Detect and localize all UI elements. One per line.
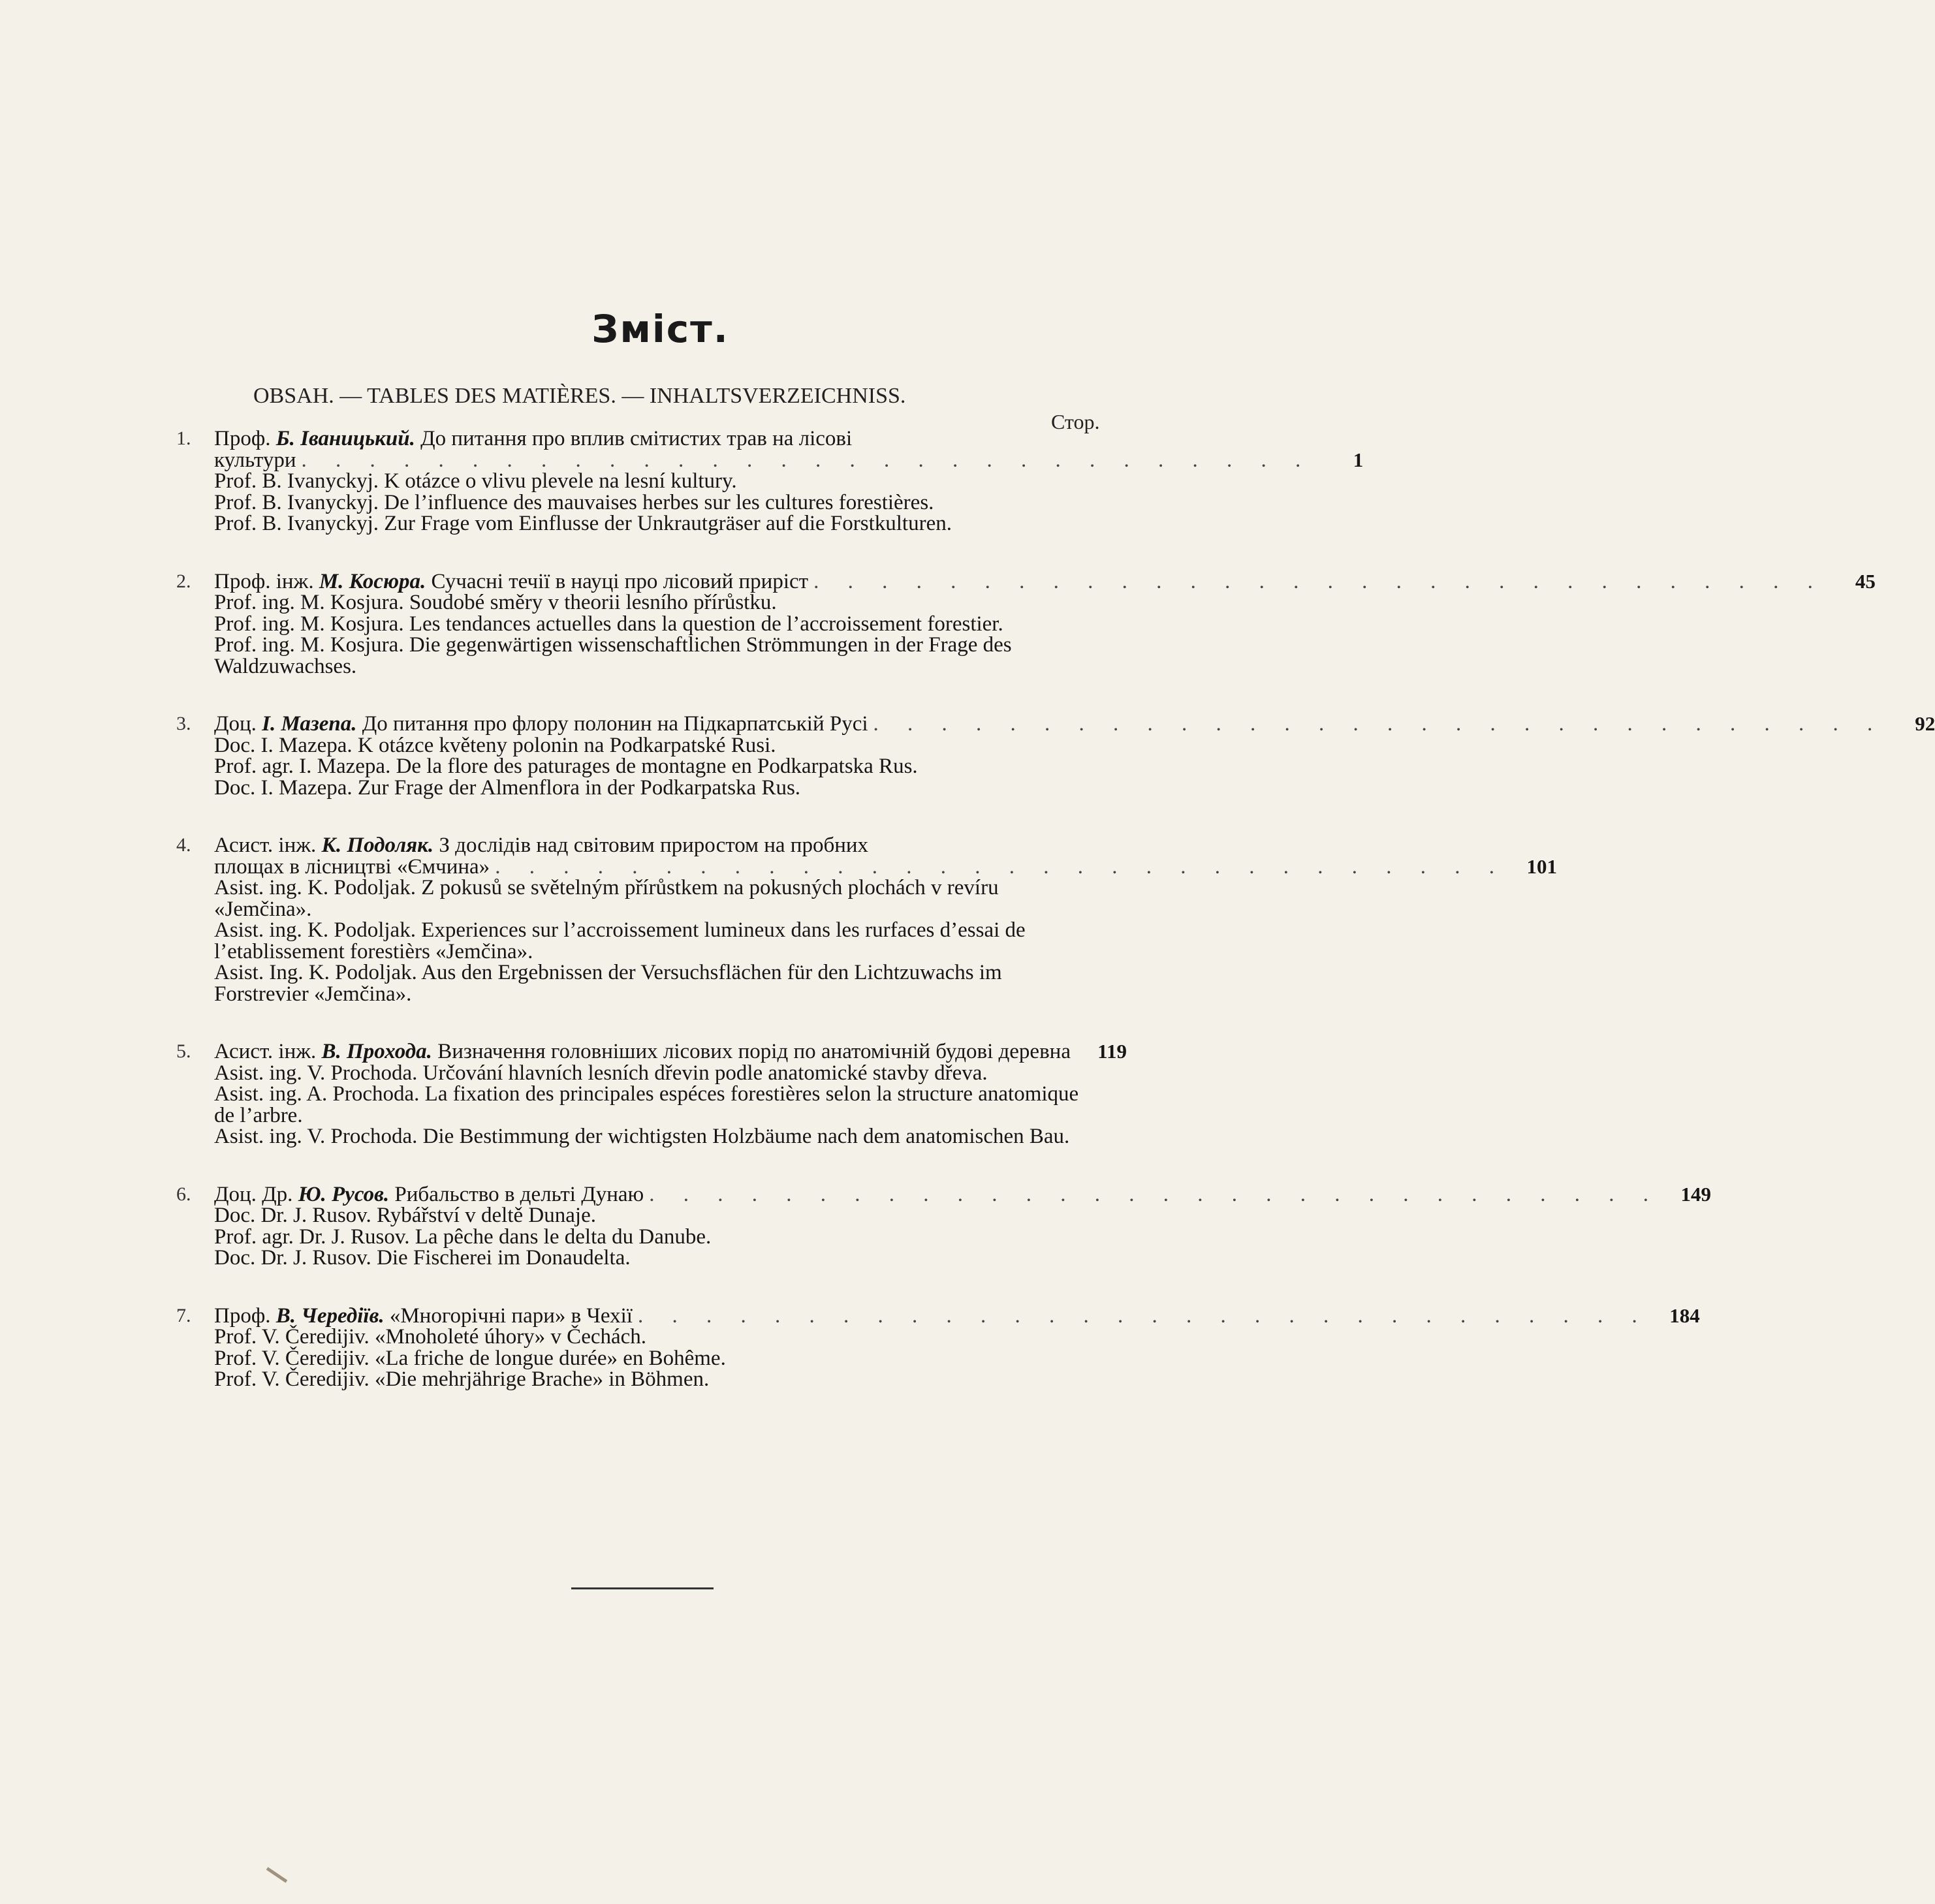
entry-author: В. Прохода.	[321, 1040, 432, 1063]
page-title: Зміст.	[591, 307, 729, 351]
toc-entry	[176, 569, 1876, 678]
entry-title-line	[214, 1182, 1711, 1206]
toc-entry	[176, 1182, 1711, 1270]
closing-rule	[571, 1587, 714, 1589]
entry-title: «Многорічні пари» в Чехії	[384, 1303, 633, 1328]
entry-title: До питання про вплив смітистих трав на лісові	[415, 427, 853, 450]
entry-title: культури	[214, 448, 296, 472]
entry-number: 5.	[176, 1040, 191, 1062]
entry-translation: Prof. V. Čeredijiv. «Die mehrjährige Brache» in Böhmen.	[214, 1367, 710, 1391]
entry-translation: Asist. ing. K. Podoljak. Z pokusů se světelným přírůstkem na pokusných plochách v revíru «Jemčina».	[214, 876, 999, 921]
leader-dots: . . . . . . . . . . . . . . . . . . . . . . . . . . . . . .	[637, 1303, 1649, 1328]
entry-title-line	[214, 712, 1935, 736]
toc-entry	[176, 712, 1935, 800]
toc-entry	[176, 1040, 1127, 1148]
entry-title-line	[214, 835, 1213, 856]
entry-translation: Prof. agr. Dr. J. Rusov. La pêche dans le delta du Danube.	[214, 1225, 712, 1249]
entry-number: 4.	[176, 834, 191, 856]
entry-number: 7.	[176, 1304, 191, 1326]
entry-author: К. Подоляк.	[321, 834, 434, 857]
entry-prefix: Проф.	[214, 427, 276, 450]
leader-dots: . . . . . . . . . . . . . . . . . . . . . . . . . . . . . .	[649, 1182, 1660, 1206]
entry-translation: Prof. B. Ivanyckyj. Zur Frage vom Einflusse der Unkrautgräser auf die Forstkulturen.	[214, 512, 952, 535]
entry-translation: Prof. agr. I. Mazepa. De la flore des paturages de montagne en Podkarpatska Rus.	[214, 755, 918, 778]
entry-title: Визначення головніших лісових порід по анатомічній будові деревна	[432, 1040, 1071, 1063]
entry-prefix: Асист. інж.	[214, 834, 322, 857]
leader-dots: . . . . . . . . . . . . . . . . . . . . . . . . . . . . . .	[813, 569, 1825, 593]
entry-title-line	[214, 1041, 1213, 1063]
page-number: 184	[1669, 1303, 1700, 1327]
entry-translation: Asist. ing. A. Prochoda. La fixation des principales espéces forestières selon la structure anatomique de l’arbre.	[214, 1082, 1079, 1127]
page-number: 149	[1680, 1182, 1711, 1206]
entry-number: 1.	[176, 428, 191, 449]
entry-prefix: Проф. інж.	[214, 569, 319, 593]
leader-dots: . . . . . . . . . . . . . . . . . . . . . . . . . . . . . .	[301, 448, 1313, 472]
entry-prefix: Асист. інж.	[214, 1040, 322, 1063]
entry-title: площах в лісництві «Ємчина»	[214, 854, 490, 879]
entry-author: І. Мазепа.	[262, 712, 357, 736]
entry-title-line	[214, 854, 1557, 879]
entry-title-line	[214, 1303, 1700, 1328]
toc-entry	[176, 427, 1364, 535]
entry-translation: Doc. Dr. J. Rusov. Die Fischerei im Donaudelta.	[214, 1246, 631, 1270]
entry-translation: Asist. Ing. K. Podoljak. Aus den Ergebnissen der Versuchsflächen für den Lichtzuwachs im Forstrevier «Jemčina».	[214, 961, 1002, 1006]
entry-author: Б. Іваницький.	[275, 427, 415, 450]
entry-title: Рибальство в дельті Дунаю	[389, 1182, 644, 1206]
page-column-header: Стор.	[1051, 410, 1100, 433]
scan-mark	[266, 1867, 288, 1882]
entry-title: З дослідів над світовим приростом на пробних	[433, 834, 869, 857]
table-of-contents	[176, 427, 1935, 1427]
entry-prefix: Доц. Др.	[214, 1182, 298, 1206]
entry-translation: Doc. I. Mazepa. Zur Frage der Almenflora in der Podkarpatska Rus.	[214, 775, 801, 800]
entry-translation: Asist. ing. K. Podoljak. Experiences sur l’accroissement lumineux dans les rurfaces d’essai de l’etablissement forestièrs «Jemčina».	[214, 918, 1026, 963]
entry-translation: Prof. V. Čeredijiv. «Mnoholeté úhory» v Čechách.	[214, 1325, 647, 1349]
entry-prefix: Доц.	[214, 712, 262, 736]
entry-title-line	[214, 428, 1213, 450]
page-number: 1	[1353, 448, 1364, 471]
entry-translation: Prof. B. Ivanyckyj. De l’influence des mauvaises herbes sur les cultures forestières.	[214, 490, 934, 514]
entry-number: 3.	[176, 713, 191, 734]
page-number: 92	[1915, 712, 1935, 735]
entry-translation: Doc. Dr. J. Rusov. Rybářství v deltě Dunaje.	[214, 1204, 596, 1227]
toc-entry	[176, 1303, 1700, 1391]
entry-translation: Prof. V. Čeredijiv. «La friche de longue durée» en Bohême.	[214, 1346, 726, 1370]
entry-translation: Asist. ing. V. Prochoda. Die Bestimmung der wichtigsten Holzbäume nach dem anatomischen Bau.	[214, 1125, 1070, 1148]
entry-translation: Asist. ing. V. Prochoda. Určování hlavních lesních dřevin podle anatomické stavby dřeva.	[214, 1061, 988, 1085]
entry-translation: Prof. ing. M. Kosjura. Soudobé směry v theorii lesního přírůstku.	[214, 591, 777, 614]
entry-author: Ю. Русов.	[298, 1182, 390, 1206]
entry-translation: Prof. ing. M. Kosjura. Les tendances actuelles dans la question de l’accroissement forestier.	[214, 612, 1003, 636]
page-number: 45	[1855, 569, 1876, 593]
leader-dots: . . . . . . . . . . . . . . . . . . . . . . . . . . . . . .	[873, 712, 1885, 736]
page-number: 101	[1526, 854, 1557, 878]
entry-translation: Prof. ing. M. Kosjura. Die gegenwärtigen wissenschaftlichen Strömmungen in der Frage des Waldzuwachses.	[214, 633, 1012, 678]
entry-title-line	[214, 448, 1364, 472]
leader-dots: . . . . . . . . . . . . . . . . . . . . . . . . . . . . . .	[495, 854, 1506, 879]
multilingual-subtitle: OBSAH. — TABLES DES MATIÈRES. — INHALTSVERZEICHNISS.	[253, 384, 906, 408]
entry-title: До питання про флору полонин на Підкарпатській Русі	[356, 712, 868, 736]
entry-number: 2.	[176, 570, 191, 592]
entry-title-line	[214, 569, 1876, 593]
entry-title: Сучасні течії в науці про лісовий приріст	[426, 569, 809, 593]
entry-translation: Prof. B. Ivanyckyj. K otázce o vlivu plevele na lesní kultury.	[214, 469, 737, 493]
entry-translation: Doc. I. Mazepa. K otázce květeny polonin na Podkarpatské Rusi.	[214, 733, 776, 757]
entry-number: 6.	[176, 1183, 191, 1205]
entry-author: М. Косюра.	[319, 569, 426, 593]
page-number: 119	[1097, 1040, 1127, 1063]
entry-author: В. Чередіїв.	[275, 1303, 385, 1328]
toc-entry	[176, 834, 1557, 1006]
entry-prefix: Проф.	[214, 1303, 276, 1328]
